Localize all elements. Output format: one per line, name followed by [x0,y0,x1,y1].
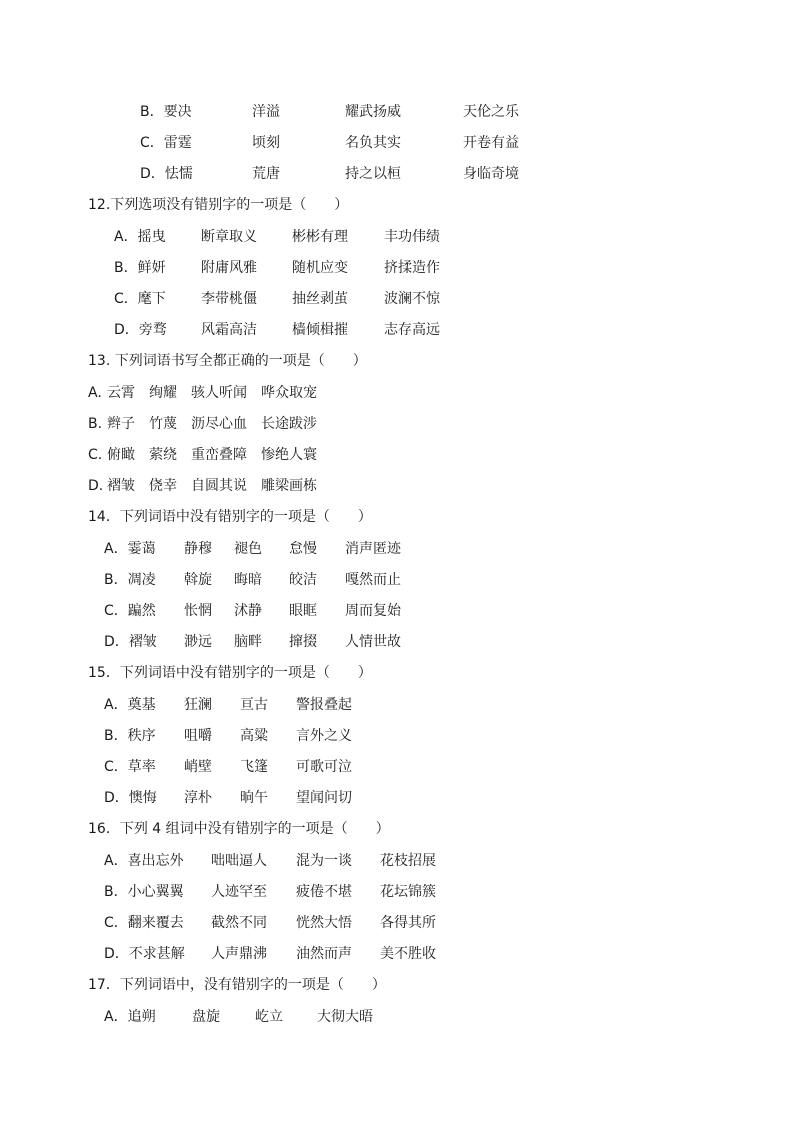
option-word: 可歌可泣 [296,759,352,775]
option-label: B．凋凌 [104,572,156,588]
option-word: 雕梁画栋 [261,478,317,494]
q15-stem: 15．下列词语中没有错别字的一项是（ ） [88,665,372,681]
option-word: 志存高远 [384,322,440,338]
option-word: 长途跋涉 [261,416,317,432]
option-word: 哗众取宠 [261,385,317,401]
option-word: 疲倦不堪 [296,884,352,900]
option-word: 斡旋 [184,572,212,588]
option-word: 静穆 [184,541,212,557]
option-word: 花坛锦簇 [380,884,436,900]
option-word: 怅惘 [184,603,212,619]
option-label: A．霎蔼 [104,541,156,557]
q12-stem: 12.下列选项没有错别字的一项是（ ） [88,197,349,213]
option-label: B．鲜妍 [114,260,166,276]
option-word: 自圆其说 [191,478,247,494]
option-word: 开卷有益 [463,135,519,151]
option-word: 晌午 [240,790,268,806]
option-label: A．摇曳 [114,229,166,245]
option-word: 晦暗 [234,572,262,588]
option-word: 重峦叠障 [191,447,247,463]
option-word: 周而复始 [345,603,401,619]
option-word: 淳朴 [184,790,212,806]
option-word: 咀嚼 [184,728,212,744]
option-word: 人迹罕至 [211,884,267,900]
option-word: 高粱 [240,728,268,744]
option-label: A．喜出忘外 [104,853,184,869]
option-label: C．草率 [104,759,156,775]
option-word: 李带桃僵 [201,291,257,307]
option-word: 屹立 [255,1009,283,1025]
option-word: 皎洁 [289,572,317,588]
option-word: 侥幸 [149,478,177,494]
option-word: 恍然大悟 [296,915,352,931]
option-word: 云霄 [107,385,135,401]
option-word: 望闻问切 [296,790,352,806]
q13-stem: 13. 下列词语书写全都正确的一项是（ ） [88,353,367,369]
option-word: 各得其所 [380,915,436,931]
option-word: 人声鼎沸 [211,946,267,962]
option-word: 渺远 [184,634,212,650]
q14-stem: 14．下列词语中没有错别字的一项是（ ） [88,509,372,525]
option-label: A. [88,385,102,401]
option-word: 峭壁 [184,759,212,775]
option-label: C．翻来覆去 [104,915,184,931]
option-word: 眼眶 [289,603,317,619]
option-word: 耀武扬威 [345,104,401,120]
option-word: 盘旋 [192,1009,220,1025]
option-word: 大彻大晤 [317,1009,373,1025]
option-label: B．秩序 [104,728,156,744]
option-word: 褪色 [234,541,262,557]
option-word: 消声匿迹 [345,541,401,557]
option-label: C．麾下 [114,291,166,307]
option-word: 附庸风雅 [201,260,257,276]
option-word: 咄咄逼人 [211,853,267,869]
option-word: 花枝招展 [380,853,436,869]
option-word: 辫子 [107,416,135,432]
option-label: C．蹁然 [104,603,156,619]
option-word: 惨绝人寰 [261,447,317,463]
option-label: B．小心翼翼 [104,884,184,900]
option-word: 丰功伟绩 [384,229,440,245]
option-label: B. [88,416,103,432]
option-word: 断章取义 [201,229,257,245]
option-word: 混为一谈 [296,853,352,869]
option-word: 嘎然而止 [345,572,401,588]
option-word: 顷刻 [252,135,280,151]
option-word: 波澜不惊 [384,291,440,307]
option-word: 骇人听闻 [191,385,247,401]
option-word: 萦绕 [149,447,177,463]
option-word: 怠慢 [289,541,317,557]
option-word: 沭静 [234,603,262,619]
option-label: D．褶皱 [104,634,157,650]
option-word: 脑畔 [234,634,262,650]
option-word: 人情世故 [345,634,401,650]
option-word: 竹蔑 [149,416,177,432]
option-label: C. [88,447,103,463]
q17-stem: 17．下列词语中，没有错别字的一项是（ ） [88,977,386,993]
option-label: D．怯懦 [140,166,193,182]
option-word: 撺掇 [289,634,317,650]
option-label: D．旁骛 [114,322,167,338]
option-word: 狂澜 [184,697,212,713]
option-word: 绚耀 [149,385,177,401]
option-label: D．懊悔 [104,790,157,806]
option-word: 褶皱 [107,478,135,494]
option-word: 亘古 [240,697,268,713]
option-word: 挤揉造作 [384,260,440,276]
option-label: B．要决 [140,104,192,120]
option-word: 名负其实 [345,135,401,151]
q16-stem: 16．下列 4 组词中没有错别字的一项是（ ） [88,821,390,837]
option-word: 沥尽心血 [191,416,247,432]
option-word: 天伦之乐 [463,104,519,120]
option-label: D．不求甚解 [104,946,185,962]
option-label: A．奠基 [104,697,156,713]
option-word: 洋溢 [252,104,280,120]
option-word: 飞篷 [240,759,268,775]
option-label: C．雷霆 [140,135,192,151]
option-word: 油然而声 [296,946,352,962]
option-word: 身临奇境 [463,166,519,182]
option-word: 截然不同 [211,915,267,931]
option-word: 警报叠起 [296,697,352,713]
option-word: 彬彬有理 [292,229,348,245]
option-word: 荒唐 [252,166,280,182]
option-word: 樯倾楫摧 [292,322,348,338]
option-label: A．追朔 [104,1009,156,1025]
option-word: 风霜高洁 [201,322,257,338]
option-word: 随机应变 [292,260,348,276]
option-word: 抽丝剥茧 [292,291,348,307]
option-word: 俯瞰 [107,447,135,463]
option-word: 持之以桓 [345,166,401,182]
option-word: 美不胜收 [380,946,436,962]
option-word: 言外之义 [296,728,352,744]
option-label: D. [88,478,104,494]
